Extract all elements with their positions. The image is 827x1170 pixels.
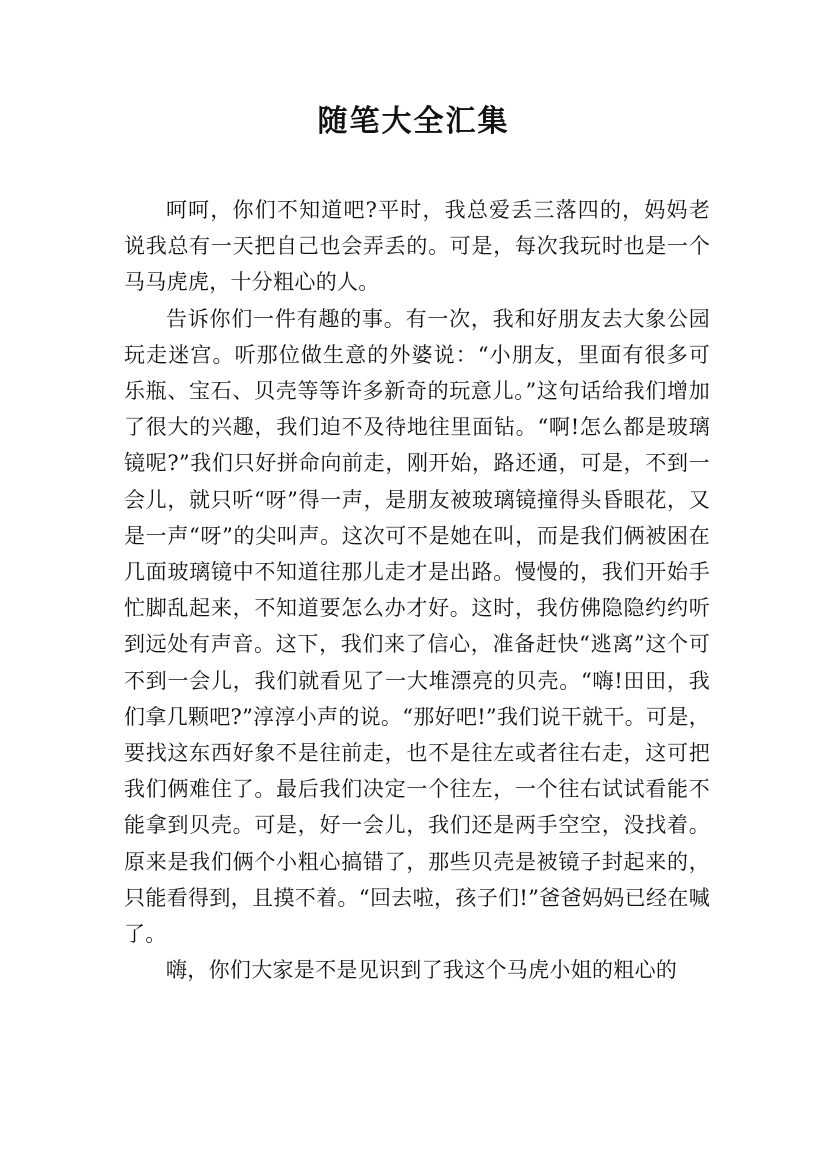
document-body	[124, 192, 710, 988]
paragraph-3: 嗨，你们大家是不是见识到了我这个马虎小姐的粗心的	[166, 958, 678, 983]
paragraph-1: 呵呵，你们不知道吧?平时，我总爱丢三落四的，妈妈老说我总有一天把自己也会弄丢的。可是，每次我玩时也是一个马马虎虎，十分粗心的人。	[124, 198, 710, 295]
page-title: 随笔大全汇集	[317, 104, 510, 139]
paragraph-2: 告诉你们一件有趣的事。有一次，我和好朋友去大象公园玩走迷宫。听那位做生意的外婆说：“小朋友，里面有很多可乐瓶、宝石、贝壳等等许多新奇的玩意儿。”这句话给我们增加了很大的兴趣，我们迫不及待地往里面钻。“啊!怎么都是玻璃镜呢?”我们只好拼命向前走，刚开始，路还通，可是，不到一会儿，就只听“呀”得一声，是朋友被玻璃镜撞得头昏眼花，又是一声“呀”的尖叫声。这次可不是她在叫，而是我们俩被困在几面玻璃镜中不知道往那儿走才是出路。慢慢的，我们开始手忙脚乱起来，不知道要怎么办才好。这时，我仿佛隐隐约约听到远处有声音。这下，我们来了信心，准备赶快“逃离”这个可不到一会儿，我们就看见了一大堆漂亮的贝壳。“嗨!田田，我们拿几颗吧?”淳淳小声的说。“那好吧!”我们说干就干。可是，要找这东西好象不是往前走，也不是往左或者往右走，这可把我们俩难住了。最后我们决定一个往左，一个往右试试看能不能拿到贝壳。可是，好一会儿，我们还是两手空空，没找着。原来是我们俩个小粗心搞错了，那些贝壳是被镜子封起来的，只能看得到，且摸不着。“回去啦，孩子们!”爸爸妈妈已经在喊了。	[124, 306, 710, 947]
